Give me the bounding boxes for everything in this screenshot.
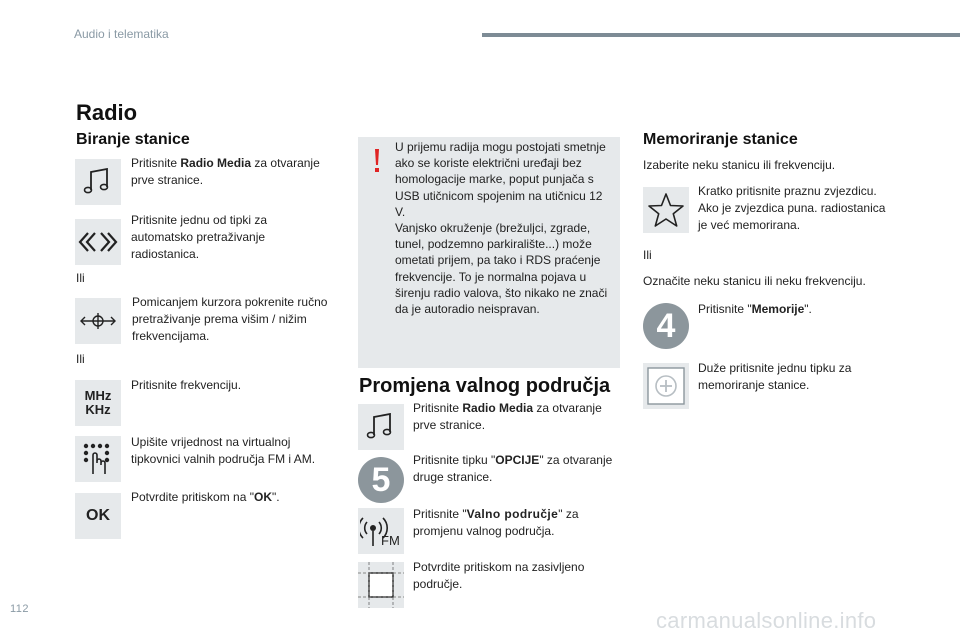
music-note-icon [358,404,404,450]
memorize-step-3: Duže pritisnite jednu tipku za memoriranje stanice. [698,361,852,392]
section-title-band-change: Promjena valnog područja [359,375,611,397]
frequency-unit-icon [75,380,121,426]
page-number: 112 [10,603,30,615]
station-step-1: Pritisnite Radio Media za otvaranje prve stranice. [131,156,320,187]
step-number-5: 5 [358,457,404,503]
section-title-memorize: Memoriranje stanice [643,131,798,148]
tuning-slider-icon [75,298,121,344]
memorize-step-2: Pritisnite "Memorije". [698,302,812,316]
music-note-icon [75,159,121,205]
section-title-station-select: Biranje stanice [76,131,190,148]
or-label-1: Ili [76,271,85,285]
radio-fm-icon [358,508,404,554]
station-step-6: Potvrdite pritiskom na "OK". [131,490,280,504]
band-step-4: Potvrdite pritiskom na zasivljeno područje. [413,560,585,591]
page-title: Radio [76,100,138,125]
memorize-intro: Izaberite neku stanicu ili frekvenciju. [643,158,836,172]
khz-label: KHz [85,402,111,417]
station-step-3: Pomicanjem kurzora pokrenite ručno pretraživanje prema višim / nižim frekvencijama. [132,295,328,343]
station-step-5: Upišite vrijednost na virtualnoj tipkovnici valnih područja FM i AM. [131,435,316,466]
band-step-3: Pritisnite "Valno područje" za promjenu valnog područja. [413,507,579,538]
or-label-2: Ili [76,352,85,366]
header-bar [482,33,960,37]
grayed-area-icon [358,562,404,608]
station-step-4: Pritisnite frekvenciju. [131,378,242,392]
keypad-hand-icon [75,436,121,482]
or-label-3: Ili [643,248,652,262]
mhz-label: MHz [84,388,112,403]
ok-icon: OK [75,493,121,539]
seek-arrows-icon [75,219,121,265]
station-step-2: Pritisnite jednu od tipki za automatsko pretraživanje radiostanica. [131,213,268,261]
running-header: Audio i telematika [74,27,169,41]
memorize-step-1: Kratko pritisnite praznu zvjezdicu. Ako je zvjezdica puna. radiostanica je već memorirana. [698,184,886,232]
warning-text: U prijemu radija mogu postojati smetnje ako se koriste električni uređaji bez homologacije marke, poput punjača s USB utičnicom spojenim na utičnicu 12 V. Vanjsko okruženje (brežuljci, zgrade, tunel, podzemno parkiralište...) može ometati prijem, pa tako i RDS praćenje frekvencije. To je normalna pojava u širenju radio valova, što nikako ne znači da je autoradio neispravan. [395,140,608,317]
memorize-intro-2: Označite neku stanicu ili neku frekvenciju. [643,274,866,288]
band-step-1: Pritisnite Radio Media za otvaranje prve stranice. [413,401,602,432]
fm-label: FM [381,533,400,548]
add-preset-icon [643,363,689,409]
watermark: carmanualsonline.info [656,608,877,633]
star-icon [643,187,689,233]
step-number-4: 4 [643,303,689,349]
band-step-2: Pritisnite tipku "OPCIJE" za otvaranje druge stranice. [413,453,613,484]
warning-exclamation-icon [372,148,382,174]
